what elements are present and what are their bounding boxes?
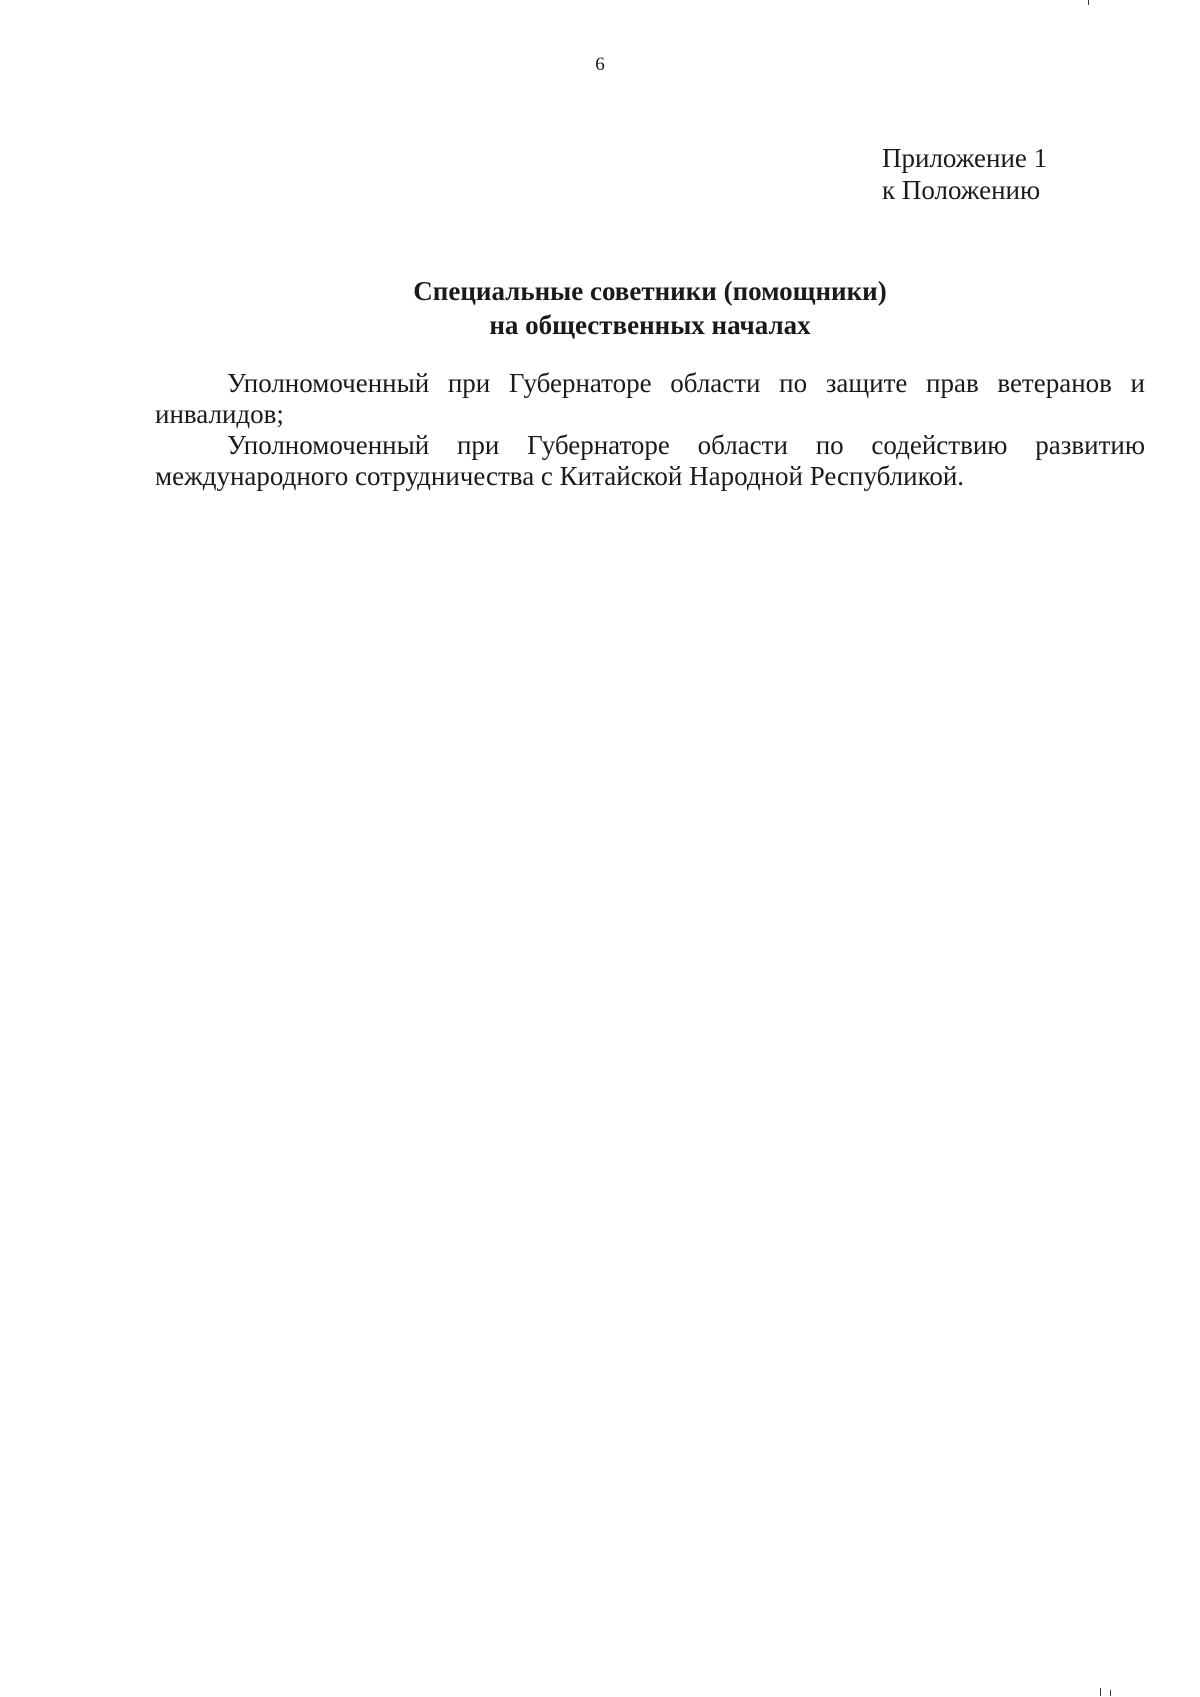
appendix-line-1: Приложение 1 (882, 143, 1048, 173)
title-line-2: на общественных началах (489, 310, 811, 340)
title-line-1: Специальные советники (помощники) (413, 276, 887, 306)
body-text (155, 368, 1145, 492)
paragraph: Уполномоченный при Губернаторе области по защите прав ветеранов и инвалидов; (155, 368, 1145, 429)
paragraph: Уполномоченный при Губернаторе области по содействию развитию международного сотрудничества с Китайской Народной Республикой. (155, 430, 1145, 491)
scan-mark (1100, 1688, 1101, 1696)
scan-mark (1088, 0, 1089, 5)
scan-mark (1110, 1690, 1111, 1696)
page-number: 6 (595, 54, 605, 75)
appendix-line-2: к Положению (882, 175, 1041, 205)
document-title (0, 274, 1200, 342)
appendix-reference (882, 142, 1047, 206)
